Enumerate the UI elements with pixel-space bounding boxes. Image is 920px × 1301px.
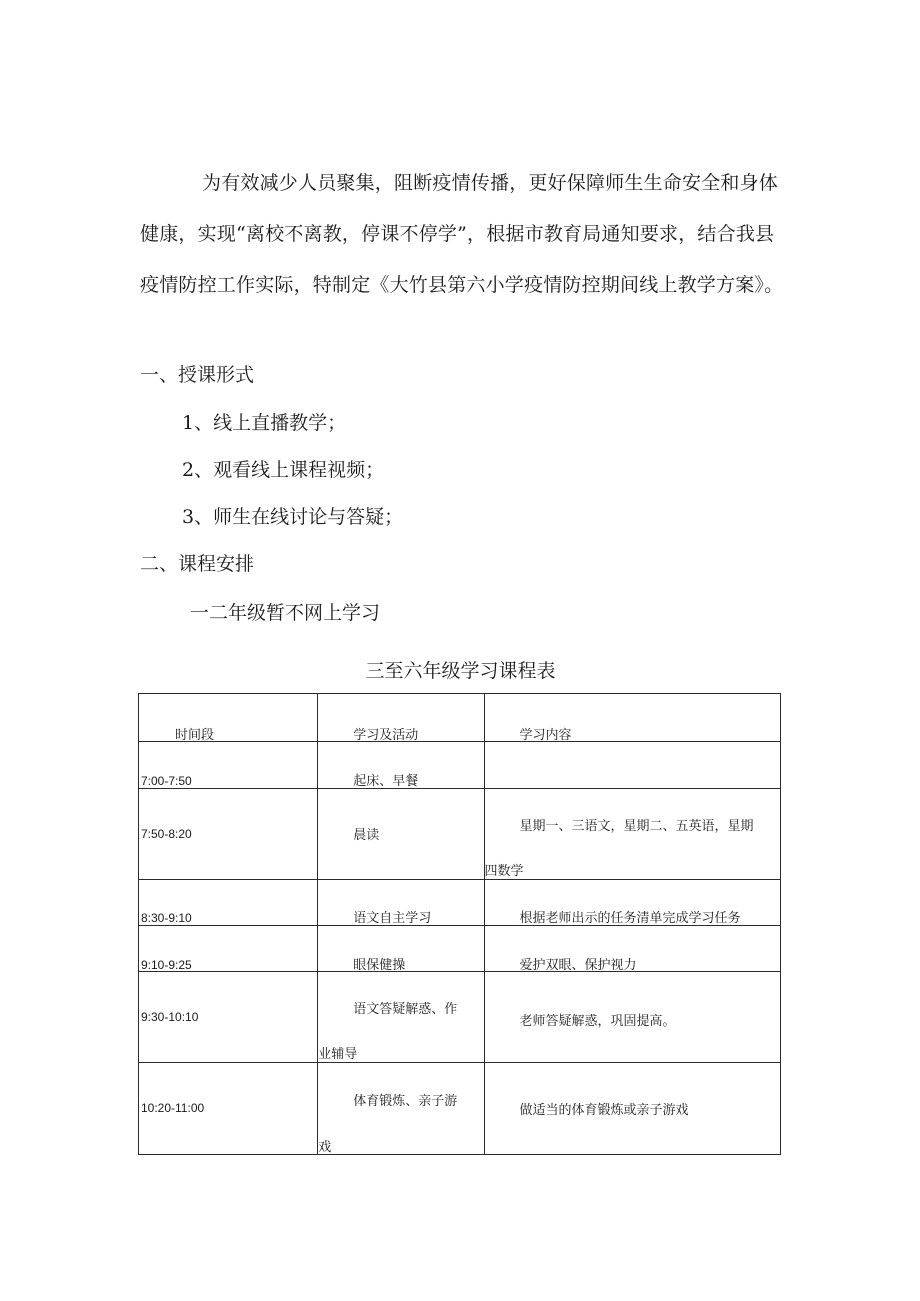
section-heading-schedule: 二、课程安排 [140,553,255,575]
row-activity: 起床、早餐 [353,774,419,789]
row-time: 7:50-8:20 [141,827,192,841]
row-activity-continued: 戏 [318,1140,332,1155]
row-time: 7:00-7:50 [141,774,192,788]
row-activity-continued: 业辅导 [318,1047,358,1062]
row-content: 老师答疑解惑，巩固提高。 [519,1014,676,1029]
table-row [139,926,781,972]
row-content-continued: 四数学 [484,864,524,879]
grade-note: 一二年级暂不网上学习 [190,602,381,624]
section-heading-teaching-form: 一、授课形式 [140,364,255,386]
table-row [139,789,781,880]
row-activity: 体育锻炼、亲子游 [353,1094,458,1109]
teaching-form-item-2: 2、观看线上课程视频； [182,459,385,481]
table-row [139,742,781,789]
table-title: 三至六年级学习课程表 [365,660,556,682]
table-header-row [139,694,781,742]
header-content: 学习内容 [519,728,572,743]
teaching-form-item-1: 1、线上直播教学； [182,412,347,434]
row-activity: 语文自主学习 [353,911,432,926]
row-content: 星期一、三语文，星期二、五英语，星期 [519,819,754,834]
schedule-table [138,693,781,1155]
row-time: 10:20-11:00 [141,1101,205,1115]
table-row [139,972,781,1063]
intro-paragraph: 为有效减少人员聚集，阻断疫情传播，更好保障师生生命安全和身体健康，实现“离校不离教，停课不停学”，根据市教育局通知要求，结合我县疫情防控工作实际，特制定《大竹县第六小学疫情防控期间线上教学方案》。 [140,172,784,296]
row-activity: 晨读 [353,828,380,843]
header-time: 时间段 [175,728,215,743]
header-activity: 学习及活动 [353,728,419,743]
row-activity: 语文答疑解惑、作 [353,1002,458,1017]
table-row [139,880,781,926]
table-row [139,1063,781,1155]
row-content: 做适当的体育锻炼或亲子游戏 [519,1103,689,1118]
row-content: 根据老师出示的任务清单完成学习任务 [519,911,741,926]
row-content: 爱护双眼、保护视力 [519,958,637,973]
teaching-form-item-3: 3、师生在线讨论与答疑； [182,506,404,528]
row-time: 9:10-9:25 [141,958,192,972]
row-time: 8:30-9:10 [141,911,192,925]
row-activity: 眼保健操 [353,958,406,973]
row-time: 9:30-10:10 [141,1010,199,1024]
